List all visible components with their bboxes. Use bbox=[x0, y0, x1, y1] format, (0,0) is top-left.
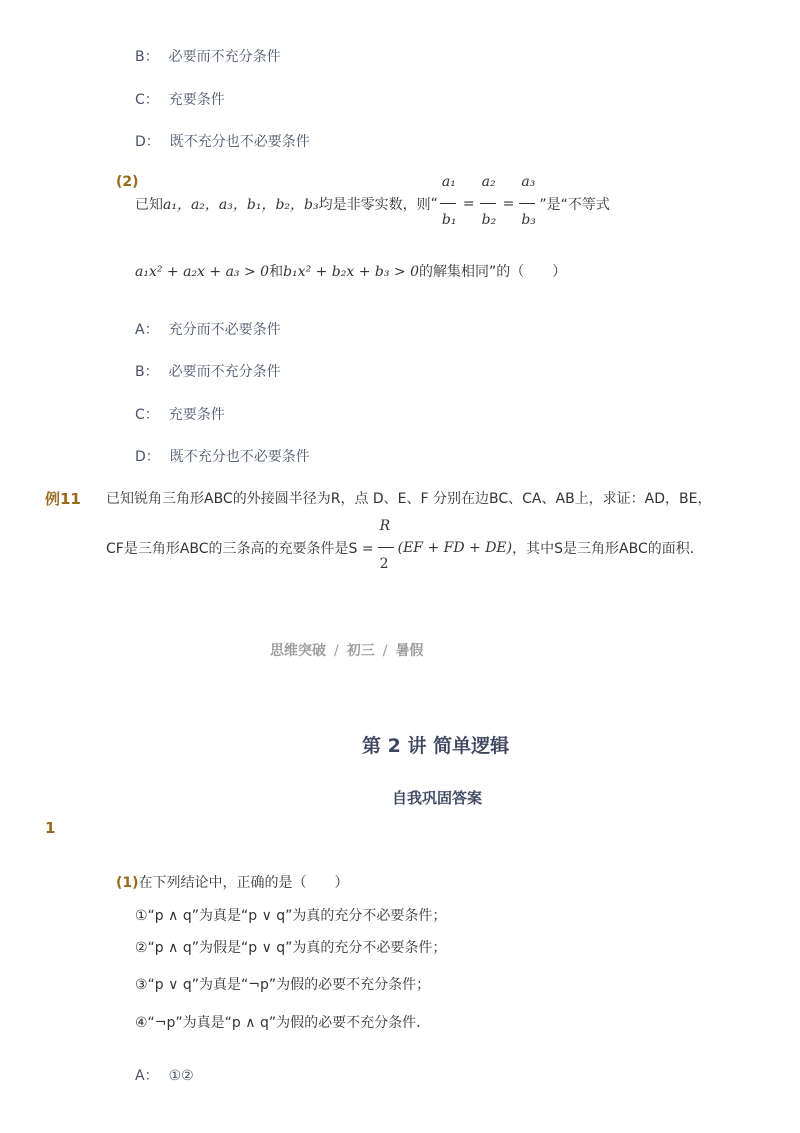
option-key: B： bbox=[135, 49, 159, 65]
expression: (EF + FD + DE) bbox=[397, 540, 513, 556]
question-2-line2 bbox=[135, 261, 566, 281]
option-c bbox=[135, 89, 225, 109]
text-mid: 均是非零实数，则 bbox=[318, 197, 431, 213]
option-a bbox=[135, 319, 281, 339]
fraction-numerator: a₃ bbox=[521, 174, 536, 190]
answer-option-a bbox=[135, 1065, 194, 1085]
option-text: 充要条件 bbox=[168, 92, 225, 108]
example-line-2-post: ，其中S是三角形ABC的面积． bbox=[512, 541, 704, 557]
example-line-1: 已知锐角三角形ABC的外接圆半径为R，点 D、E、F 分别在边BC、CA、AB上，求证：AD，BE， bbox=[106, 491, 712, 507]
fraction-denominator: 2 bbox=[379, 556, 389, 572]
option-key: A： bbox=[135, 322, 159, 338]
option-key: C： bbox=[135, 407, 159, 423]
option-text: 必要而不充分条件 bbox=[168, 49, 281, 65]
option-key: D： bbox=[135, 134, 160, 150]
fraction-denominator: b₁ bbox=[441, 212, 457, 228]
equals-sign: = bbox=[502, 196, 515, 212]
statement-item: ①“p ∧ q”为真是“p ∨ q”为真的充分不必要条件； bbox=[135, 908, 447, 924]
option-key: B： bbox=[135, 364, 159, 380]
text-tail: 的解集相同”的（ ） bbox=[419, 264, 567, 280]
problem-number: 1 bbox=[45, 819, 56, 837]
option-text: 充要条件 bbox=[168, 407, 225, 423]
statement-item: ③“p ∨ q”为真是“¬p”为假的必要不充分条件； bbox=[135, 977, 431, 993]
breadcrumb-separator: / bbox=[334, 643, 339, 659]
equals-sign: = bbox=[462, 196, 475, 212]
option-text: 既不充分也不必要条件 bbox=[169, 134, 310, 150]
inequality-2: b₁x² + b₂x + b₃ > 0 bbox=[283, 264, 420, 280]
fraction bbox=[378, 518, 396, 578]
fraction bbox=[480, 174, 498, 234]
option-c bbox=[135, 404, 225, 424]
breadcrumb-item: 思维突破 bbox=[270, 643, 326, 659]
example-label: 例11 bbox=[45, 490, 81, 508]
fraction bbox=[519, 174, 537, 234]
statement-item: ④“¬p”为真是“p ∧ q”为假的必要不充分条件． bbox=[135, 1015, 431, 1031]
lecture-title: 第 2 讲 简单逻辑 bbox=[362, 735, 510, 757]
breadcrumb-separator: / bbox=[382, 643, 388, 659]
example-line-2-pre: CF是三角形ABC的三条高的充要条件是S = bbox=[106, 541, 374, 557]
variables: a₁，a₂，a₃，b₁，b₂，b₃ bbox=[163, 197, 319, 213]
question-1-stem bbox=[116, 872, 349, 892]
option-key: A： bbox=[135, 1068, 159, 1084]
question-number: (1) bbox=[116, 875, 139, 891]
inequality-1: a₁x² + a₂x + a₃ > 0 bbox=[135, 264, 270, 280]
option-d bbox=[135, 446, 310, 466]
fraction-numerator: a₁ bbox=[441, 174, 456, 190]
fraction-denominator: b₂ bbox=[481, 212, 497, 228]
open-quote: “ bbox=[430, 196, 438, 212]
text-lead: 已知 bbox=[135, 197, 163, 213]
question-stem: 在下列结论中，正确的是（ ） bbox=[138, 875, 349, 891]
fraction-denominator: b₃ bbox=[521, 212, 536, 228]
text-and: 和 bbox=[269, 264, 284, 280]
option-text: ①② bbox=[168, 1068, 194, 1084]
breadcrumb-item: 初三 bbox=[346, 643, 375, 659]
option-text: 必要而不充分条件 bbox=[168, 364, 281, 380]
example-line-2 bbox=[106, 516, 704, 580]
question-2-line1 bbox=[135, 172, 610, 236]
fraction bbox=[440, 174, 458, 234]
option-b bbox=[135, 46, 281, 66]
close-quote: ”是“不等式 bbox=[539, 197, 610, 213]
breadcrumb-item: 暑假 bbox=[395, 643, 424, 659]
breadcrumb bbox=[270, 640, 423, 660]
option-text: 充分而不必要条件 bbox=[168, 322, 281, 338]
question-number: (2) bbox=[116, 174, 139, 190]
option-d bbox=[135, 131, 310, 151]
option-key: D： bbox=[135, 449, 160, 465]
option-key: C： bbox=[135, 92, 159, 108]
fraction-numerator: a₂ bbox=[481, 174, 496, 190]
option-text: 既不充分也不必要条件 bbox=[169, 449, 310, 465]
statement-item: ②“p ∧ q”为假是“p ∨ q”为真的充分不必要条件； bbox=[135, 940, 447, 956]
section-title: 自我巩固答案 bbox=[392, 789, 483, 807]
fraction-numerator: R bbox=[379, 518, 391, 534]
option-b bbox=[135, 361, 281, 381]
